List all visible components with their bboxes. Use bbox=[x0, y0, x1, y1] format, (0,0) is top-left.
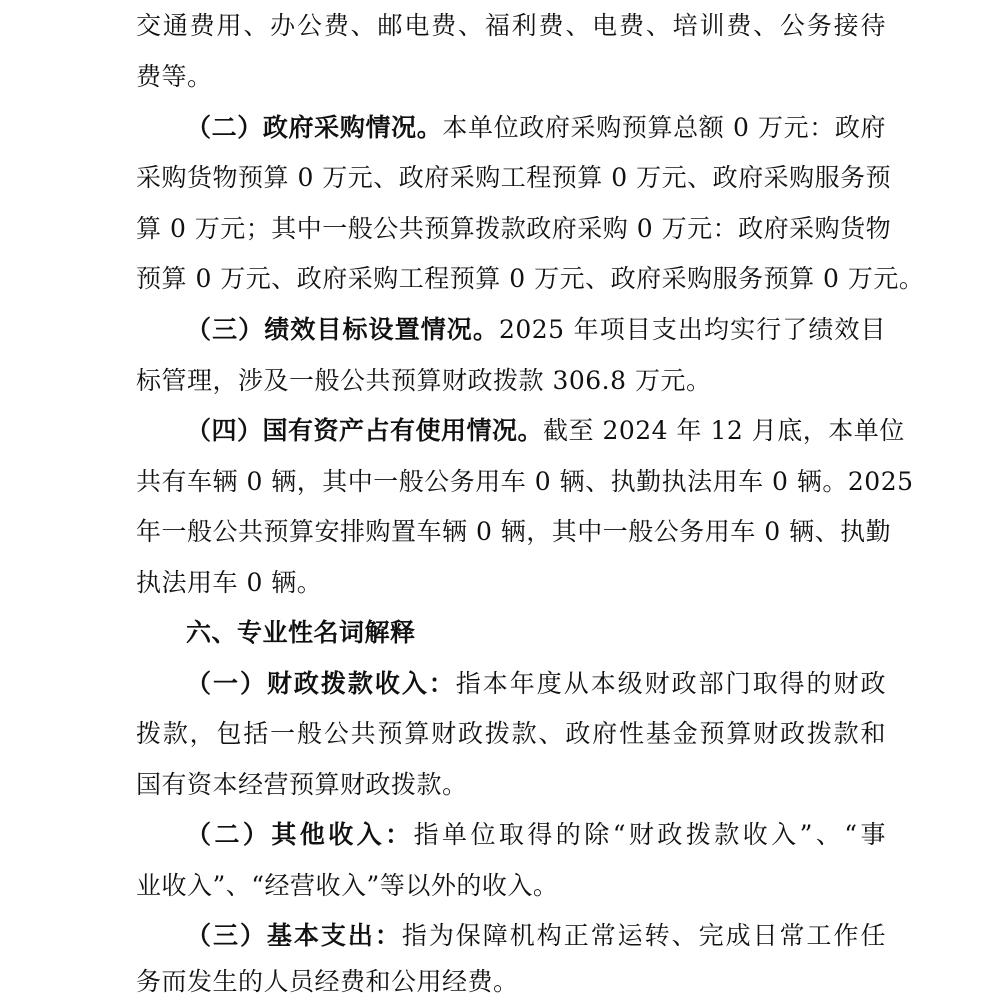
text-line: 交通费用、办公费、邮电费、福利费、电费、培训费、公务接待 bbox=[136, 11, 886, 40]
text-line: 执法用车 0 辆。 bbox=[136, 568, 323, 597]
text-line: 拨款，包括一般公共预算财政拨款、政府性基金预算财政拨款和 bbox=[136, 719, 886, 748]
text-line: 国有资本经营预算财政拨款。 bbox=[136, 770, 468, 799]
paragraph-text: 指本年度从本级财政部门取得的财政 bbox=[455, 669, 886, 698]
paragraph-first-line bbox=[186, 310, 886, 350]
paragraph-text: 指为保障机构正常运转、完成日常工作任 bbox=[401, 921, 886, 950]
paragraph-first-line bbox=[186, 815, 886, 855]
text-line: 采购货物预算 0 万元、政府采购工程预算 0 万元、政府采购服务预 bbox=[136, 163, 892, 192]
text-line: 年一般公共预算安排购置车辆 0 辆，其中一般公务用车 0 辆、执勤 bbox=[136, 517, 892, 546]
section-heading: 六、专业性名词解释 bbox=[186, 618, 416, 647]
paragraph-first-line bbox=[186, 916, 886, 956]
text-line: 预算 0 万元、政府采购工程预算 0 万元、政府采购服务预算 0 万元。 bbox=[136, 264, 925, 293]
term-heading: （一）财政拨款收入： bbox=[186, 669, 456, 698]
paragraph-heading: （三）绩效目标设置情况。 bbox=[186, 315, 499, 344]
text-line: 费等。 bbox=[136, 62, 213, 91]
paragraph-heading: （二）政府采购情况。 bbox=[186, 113, 443, 142]
text-line: 标管理，涉及一般公共预算财政拨款 306.8 万元。 bbox=[136, 366, 712, 395]
text-line: 共有车辆 0 辆，其中一般公务用车 0 辆、执勤执法用车 0 辆。2025 bbox=[136, 467, 914, 496]
paragraph-first-line bbox=[186, 411, 905, 451]
term-heading: （三）基本支出： bbox=[186, 921, 402, 950]
paragraph-text: 截至 2024 年 12 月底，本单位 bbox=[543, 416, 905, 445]
paragraph-text: 本单位政府采购预算总额 0 万元：政府 bbox=[442, 113, 886, 142]
term-heading: （二）其他收入： bbox=[186, 820, 414, 849]
text-line: 算 0 万元；其中一般公共预算拨款政府采购 0 万元：政府采购货物 bbox=[136, 214, 892, 243]
paragraph-text: 指单位取得的除“财政拨款收入”、“事 bbox=[413, 820, 886, 849]
paragraph-first-line bbox=[186, 108, 886, 148]
text-line: 务而发生的人员经费和公用经费。 bbox=[136, 967, 519, 996]
paragraph-text: 2025 年项目支出均实行了绩效目 bbox=[498, 315, 886, 344]
text-line: 业收入”、“经营收入”等以外的收入。 bbox=[136, 871, 559, 900]
paragraph-heading: （四）国有资产占有使用情况。 bbox=[186, 416, 544, 445]
paragraph-first-line bbox=[186, 664, 886, 704]
